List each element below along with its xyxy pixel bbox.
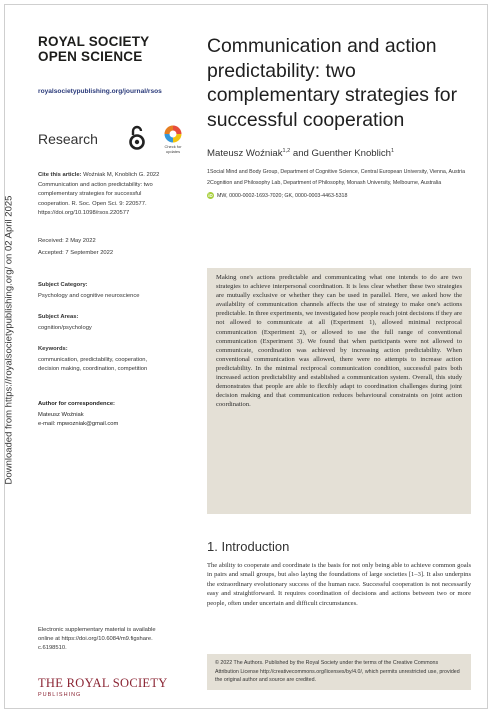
article-title: Communication and action predictability: two complementary strategies for successful cooperation xyxy=(207,35,458,131)
citation-label: Cite this article: xyxy=(38,172,82,178)
journal-logo-line1: ROYAL SOCIETY xyxy=(38,34,150,49)
citation-line: cooperation. R. Soc. Open Sci. 9: 220577. xyxy=(38,200,147,207)
dates-block xyxy=(38,235,196,259)
subject-category-value: Psychology and cognitive neuroscience xyxy=(38,292,140,299)
esm-line: Electronic supplementary material is available xyxy=(38,627,156,633)
affiliations xyxy=(207,169,471,187)
received-date: Received: 2 May 2022 xyxy=(38,237,96,244)
abstract-text: Making one's actions predictable and communicating what one intends to do are two strategies to achieve interpersonal coordination. It is less clear whether these two strategies are mutually exclusive or whether they can be used in parallel. Here, we asked how the availability of communication channels affects the use of strategy to make one's actions predictable. In three experiments, we investigated how people reach joint decisions if they are not allowed to communicate at all (Experiment 1), allowed minimal reciprocal communication (Experiment 2), or allowed to use the full range of conventional communication (Experiment 3). We found that when participants were not allowed to communicate, coordination was achieved by increasing action predictability. When conventional communication was allowed, there were no attempts to increase action predictability. In the minimal reciprocal communication condition, successful pairs both increased action predictability and established a communication system. Overall, this study demonstrates that people are able to flexibly adapt to coordination challenges during joint decision making and that communication reduces behavioural constraints on joint action coordination. xyxy=(216,274,462,409)
esm-link[interactable]: online at https://doi.org/10.6084/m9.figshare. xyxy=(38,636,153,643)
correspondence-email-link[interactable]: e-mail: mpwozniak@gmail.com xyxy=(38,420,119,427)
citation-line: complementary strategies for successful xyxy=(38,191,142,198)
download-note-text: Downloaded from https://royalsocietypublishing.org/ on 02 April 2025 xyxy=(3,195,15,485)
check-updates-icon xyxy=(160,125,186,145)
esm-note xyxy=(38,626,188,654)
author-list xyxy=(207,148,471,159)
publisher-logo xyxy=(38,676,168,698)
introduction-text: The ability to cooperate and coordinate is the basis for not only being able to achieve common goals in pairs and small groups, but also laying the foundations of large societies [1–3]. It also underpins the extraordinary evolutionary success of the human race. Successful cooperation is not necessarily easy and straightforward. It requires coordination of decisions and actions between two or more people, often under uncertain and difficult circumstances. xyxy=(207,562,471,607)
subject-areas-value: cognition/psychology xyxy=(38,324,92,331)
keywords-line: decision making, coordination, competition xyxy=(38,365,148,372)
subject-areas-heading: Subject Areas: xyxy=(38,313,79,320)
correspondence-heading: Author for correspondence: xyxy=(38,400,115,407)
journal-logo xyxy=(38,34,196,64)
section-row xyxy=(38,125,196,155)
affiliation-item: 1Social Mind and Body Group, Department of Cognitive Science, Central European University, Vienna, Austria xyxy=(207,169,466,176)
keywords xyxy=(38,345,196,374)
subject-areas xyxy=(38,313,196,333)
author-affil-ref: 1,2 xyxy=(282,148,291,154)
publisher-sub: PUBLISHING xyxy=(38,692,82,698)
orcid-row xyxy=(207,192,471,199)
subject-category xyxy=(38,281,196,301)
check-updates-label: Check for updates xyxy=(164,144,182,154)
keywords-line: communication, predictability, cooperation, xyxy=(38,356,148,363)
license-text: © 2022 The Authors. Published by the Royal Society under the terms of the Creative Commons Attribution License http://creativecommons.org/licenses/by/4.0/, which permits unrestricted use, provided the original author and source are credited. xyxy=(215,660,460,684)
author-affil-ref: 1 xyxy=(391,148,395,154)
orcid-ids[interactable]: MW, 0000-0002-1693-7020; GK, 0000-0003-4463-5318 xyxy=(217,192,348,199)
open-access-icon xyxy=(128,125,146,151)
citation-line: Communication and action predictability: two xyxy=(38,181,153,188)
check-for-updates-button[interactable] xyxy=(160,125,186,155)
citation-doi-link[interactable]: https://doi.org/10.1098/rsos.220577 xyxy=(38,210,130,217)
orcid-icon: iD xyxy=(208,193,213,198)
section-label: Research xyxy=(38,131,98,147)
author-conjunction: and xyxy=(290,148,312,160)
citation-block xyxy=(38,171,196,219)
author-name: Mateusz Woźniak xyxy=(207,148,283,160)
correspondence-name: Mateusz Woźniak xyxy=(38,411,84,418)
keywords-heading: Keywords: xyxy=(38,345,68,352)
correspondence-block xyxy=(38,400,196,429)
sidebar xyxy=(38,34,196,429)
section-heading-introduction: 1. Introduction xyxy=(207,539,290,554)
license-box xyxy=(207,654,471,690)
publisher-name: THE ROYAL SOCIETY xyxy=(38,676,168,690)
download-note xyxy=(2,120,16,560)
author-name: Guenther Knoblich xyxy=(311,148,392,160)
accepted-date: Accepted: 7 September 2022 xyxy=(38,249,114,256)
journal-logo-line2: OPEN SCIENCE xyxy=(38,49,143,64)
abstract-box xyxy=(207,268,471,514)
affiliation-item: 2Cognition and Philosophy Lab, Department of Philosophy, Monash University, Melbourne, Australia xyxy=(207,179,442,186)
esm-link[interactable]: c.6198510. xyxy=(38,645,67,652)
citation-line: Woźniak M, Knoblich G. 2022 xyxy=(81,172,160,178)
journal-url-link[interactable]: royalsocietypublishing.org/journal/rsos xyxy=(38,88,162,95)
subject-category-heading: Subject Category: xyxy=(38,281,88,288)
article-header xyxy=(207,34,471,199)
